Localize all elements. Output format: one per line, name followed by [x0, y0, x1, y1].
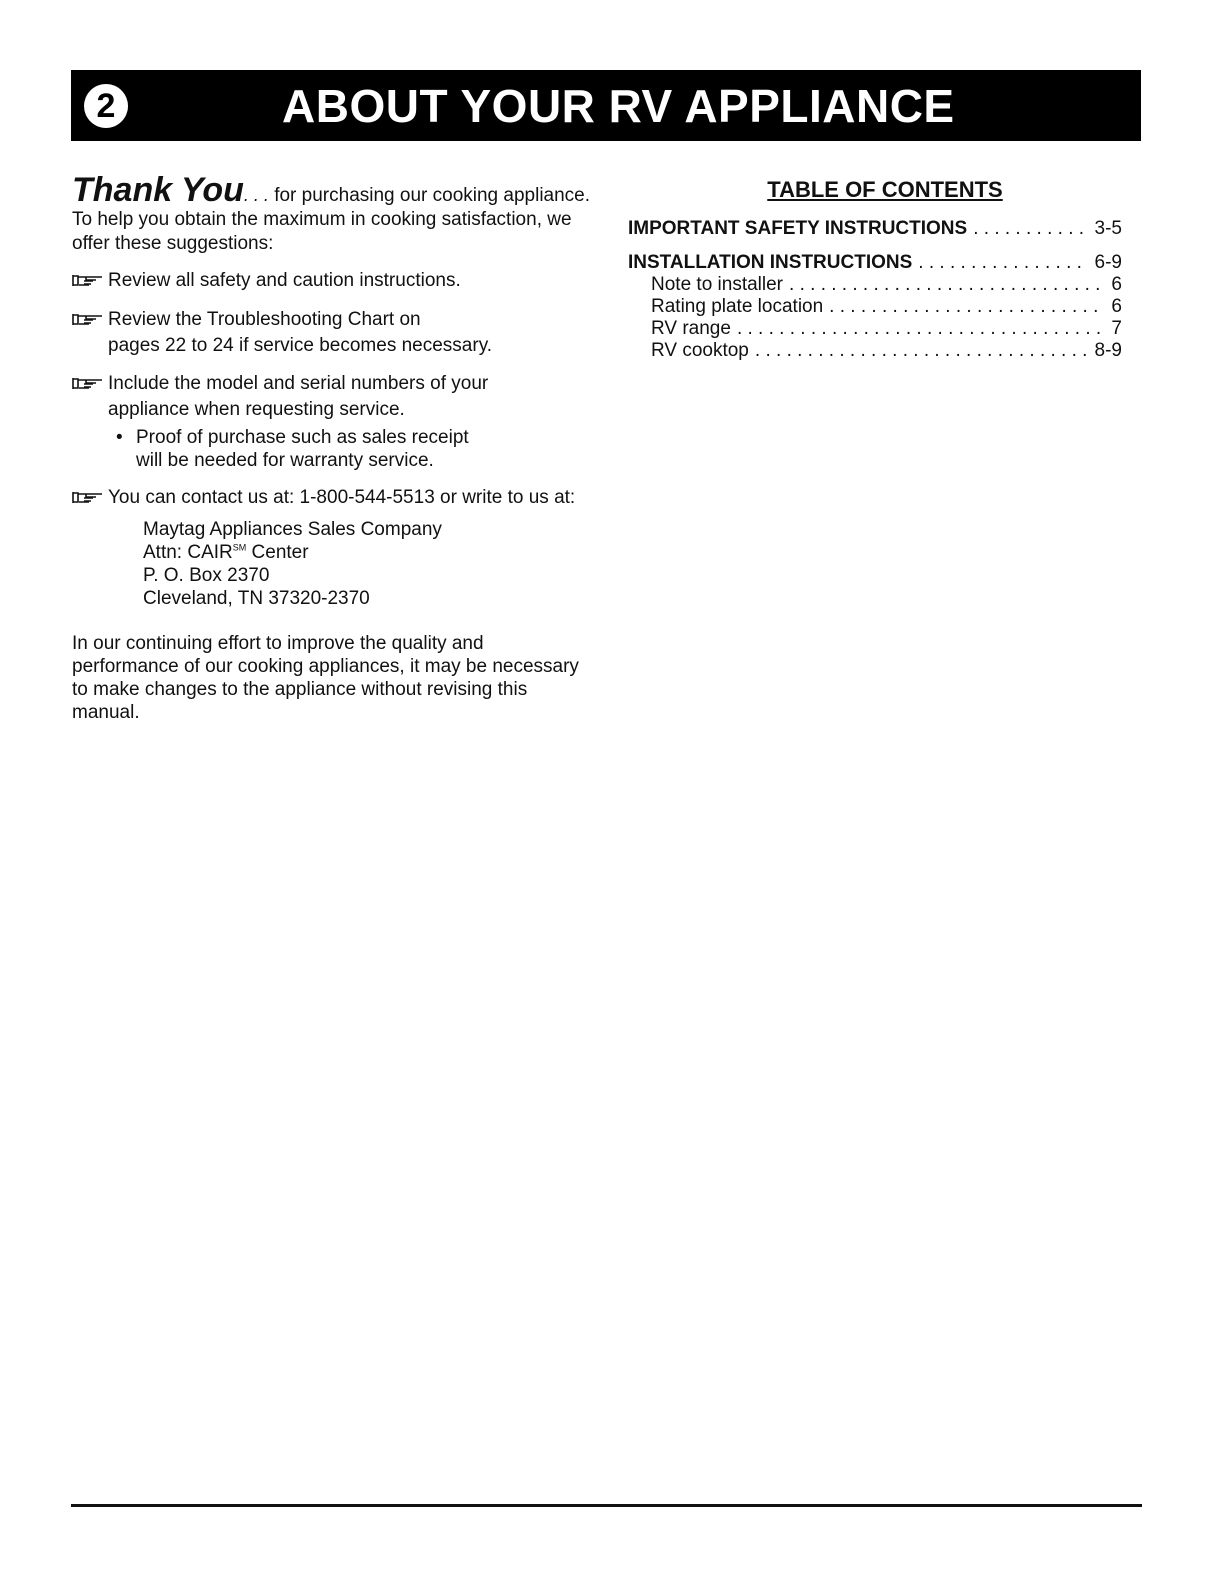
bullet-dot: • [116, 427, 123, 448]
section-number-badge: 2 [84, 84, 128, 128]
tip-item [72, 372, 592, 422]
toc-leader-dots [829, 296, 1105, 318]
toc-entry-label: IMPORTANT SAFETY INSTRUCTIONS [628, 218, 968, 239]
toc-subentry-label: Rating plate location [651, 296, 824, 317]
toc-subentry-page: 6 [1111, 274, 1122, 295]
toc-entry[interactable] [628, 252, 1122, 274]
address-line: P. O. Box 2370 [143, 565, 270, 586]
tip-text-line1: Include the model and serial numbers of your [108, 373, 489, 394]
pointing-hand-icon [72, 375, 104, 391]
left-column [72, 172, 592, 724]
bullet-item [116, 426, 592, 472]
address-line [143, 541, 592, 564]
mailing-address [143, 518, 592, 610]
address-line: Maytag Appliances Sales Company [143, 519, 442, 540]
toc-subentry[interactable] [628, 318, 1122, 340]
pointing-hand-icon [72, 311, 104, 327]
thank-you-ellipsis: . . . [243, 185, 269, 205]
tip-text-line2: pages 22 to 24 if service becomes necessary. [108, 335, 493, 356]
tip-text-line1: Review the Troubleshooting Chart on [108, 309, 421, 330]
table-of-contents [628, 176, 1122, 362]
toc-entry-label: INSTALLATION INSTRUCTIONS [628, 252, 913, 273]
toc-leader-dots [918, 252, 1088, 274]
toc-entry-page: 6-9 [1094, 252, 1122, 273]
section-title: ABOUT YOUR RV APPLIANCE [282, 80, 955, 132]
toc-subentry-page: 6 [1111, 296, 1122, 317]
toc-leader-dots [789, 274, 1105, 296]
toc-subentry[interactable] [628, 296, 1122, 318]
toc-title: TABLE OF CONTENTS [767, 177, 1003, 202]
address-line: Cleveland, TN 37320-2370 [143, 588, 370, 609]
tip-item [72, 269, 592, 293]
pointing-hand-icon [72, 272, 104, 288]
toc-leader-dots [755, 340, 1089, 362]
tip-text-line2: appliance when requesting service. [108, 399, 405, 420]
footer-rule [71, 1504, 1142, 1507]
toc-subentry-label: RV range [651, 318, 731, 339]
intro-paragraph [72, 172, 592, 256]
thank-you-heading: Thank You [72, 171, 244, 209]
intro-text: for purchasing our cooking appliance. To help you obtain the maximum in cooking satisfaction, we offer these suggestions: [72, 185, 591, 254]
toc-subentry-label: RV cooktop [651, 340, 749, 361]
tip-item [72, 308, 592, 358]
pointing-hand-icon [72, 489, 104, 505]
toc-subentry-page: 8-9 [1094, 340, 1122, 361]
toc-subentry-label: Note to installer [651, 274, 784, 295]
service-mark: SM [232, 542, 247, 553]
bullet-line2: will be needed for warranty service. [136, 450, 434, 471]
tip-text: Review all safety and caution instructions. [108, 270, 461, 291]
toc-entry-page: 3-5 [1094, 218, 1122, 239]
toc-leader-dots [973, 218, 1088, 240]
tip-item [72, 486, 592, 510]
address-attn: Attn: CAIR [143, 542, 233, 563]
closing-paragraph: In our continuing effort to improve the quality and performance of our cooking appliances, it may be necessary to make changes to the appliance without revising this manual. [72, 633, 579, 723]
toc-subentry-page: 7 [1111, 318, 1122, 339]
bullet-line1: Proof of purchase such as sales receipt [136, 427, 469, 448]
tip-text: You can contact us at: 1-800-544-5513 or write to us at: [108, 487, 576, 508]
toc-entry[interactable] [628, 218, 1122, 240]
toc-subentry[interactable] [628, 340, 1122, 362]
toc-subentry[interactable] [628, 274, 1122, 296]
address-attn-suffix: Center [246, 542, 309, 563]
toc-leader-dots [737, 318, 1105, 340]
section-header-banner [71, 70, 1141, 141]
toc-gap [628, 240, 1122, 252]
